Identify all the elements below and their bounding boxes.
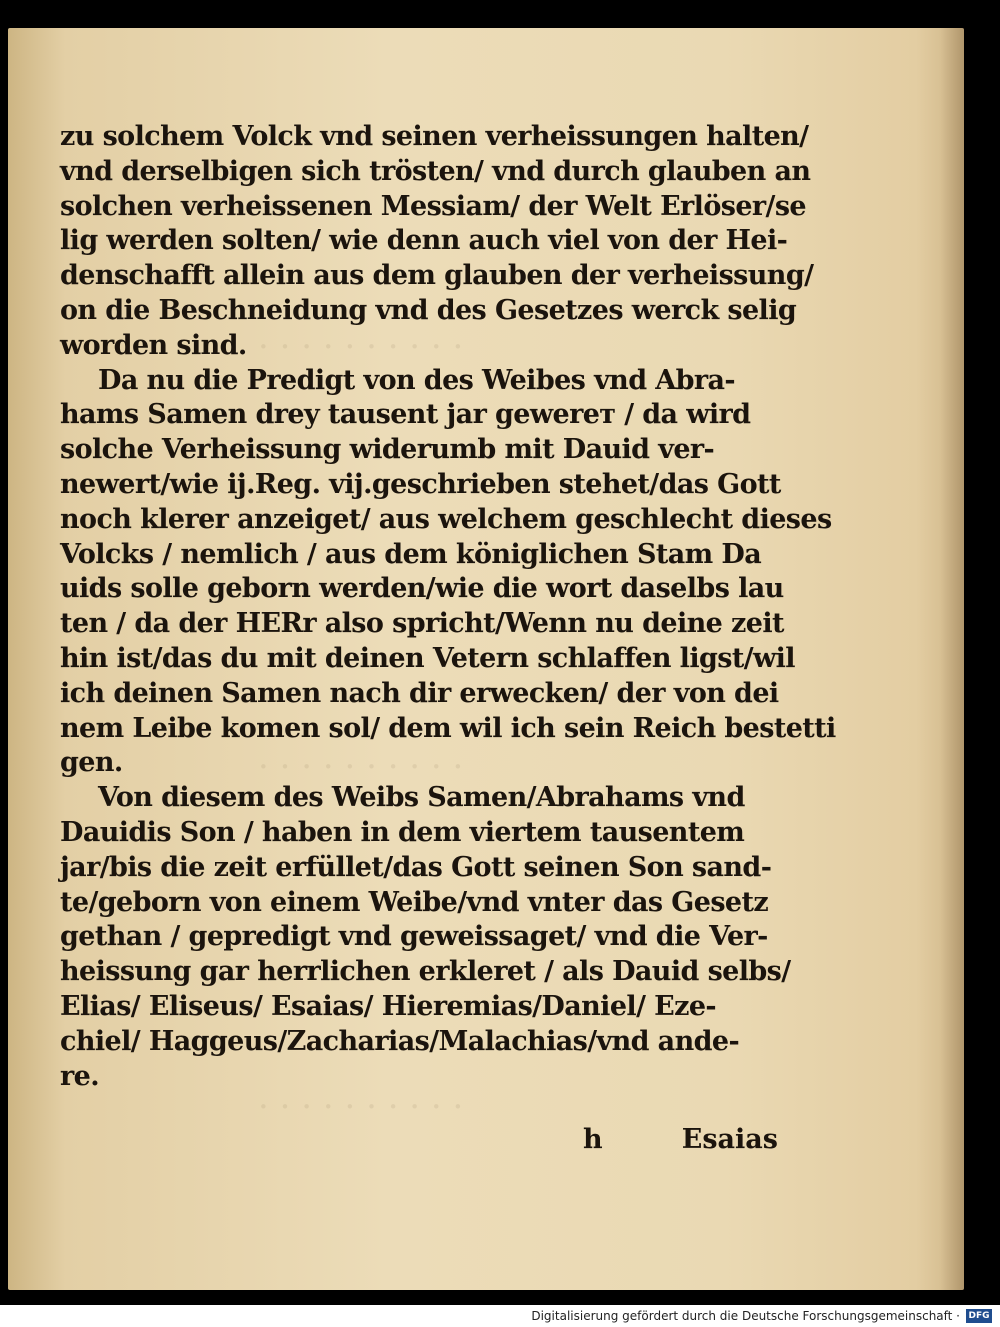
text-line: uids solle geborn werden/wie die wort daselbs lau: [60, 573, 784, 605]
text-line: Dauidis Son / haben in dem viertem tausentem: [60, 816, 745, 848]
text-line: nem Leibe komen sol/ dem wil ich sein Reich bestetti: [60, 712, 836, 744]
text-line: noch klerer anzeiget/ aus welchem geschlecht dieses: [60, 503, 832, 535]
text-line: Elias/ Eliseus/ Esaias/ Hieremias/Daniel/ Eze-: [60, 990, 717, 1022]
text-line: heissung gar herrlichen erkleret / als Dauid selbs/: [60, 956, 791, 988]
text-line: chiel/ Haggeus/Zacharias/Malachias/vnd ande-: [60, 1025, 740, 1057]
text-line: re.: [60, 1060, 100, 1092]
text-line: lig werden solten/ wie denn auch viel von der Hei-: [60, 225, 788, 257]
text-line: gen.: [60, 747, 123, 779]
page-footer: [583, 1124, 778, 1155]
body-text: [60, 120, 836, 1094]
text-line: zu solchem Volck vnd seinen verheissungen halten/: [60, 121, 809, 152]
book-page: [8, 28, 964, 1290]
text-line: hams Samen drey tausent jar gewerет / da wird: [60, 399, 751, 431]
show-through-text: · · · · · · · · · ·: [258, 1087, 464, 1127]
text-line: worden sind.: [60, 329, 247, 361]
text-line: ten / da der HERr also spricht/Wenn nu deine zeit: [60, 608, 784, 640]
show-through-text: · · · · · · · · · ·: [258, 327, 464, 367]
credit-bar: [0, 1305, 1000, 1327]
page-edge-shadow: [940, 28, 964, 1290]
text-line: ich deinen Samen nach dir erwecken/ der von dei: [60, 677, 779, 709]
text-line: Volcks / nemlich / aus dem königlichen Stam Da: [60, 538, 762, 570]
paragraph-start-line: Von diesem des Weibs Samen/Abrahams vnd: [98, 782, 745, 814]
signature-mark: h: [583, 1124, 603, 1155]
text-line: jar/bis die zeit erfüllet/das Gott seinen Son sand-: [60, 851, 772, 883]
funding-credit: Digitalisierung gefördert durch die Deutsche Forschungsgemeinschaft ·: [531, 1309, 960, 1323]
text-line: vnd derselbigen sich trösten/ vnd durch glauben an: [60, 155, 811, 187]
text-line: te/geborn von einem Weibe/vnd vnter das Gesetz: [60, 886, 769, 918]
text-line: solche Verheissung widerumb mit Dauid ver-: [60, 434, 715, 466]
dfg-logo: DFG: [966, 1309, 992, 1323]
text-line: gethan / gepredigt vnd geweissaget/ vnd die Ver-: [60, 921, 768, 953]
text-line: on die Beschneidung vnd des Gesetzes werck selig: [60, 294, 797, 326]
text-line: denschafft allein aus dem glauben der verheissung/: [60, 260, 814, 292]
text-line: newert/wie ij.Reg. vij.geschrieben stehet/das Gott: [60, 468, 781, 500]
paragraph-start-line: Da nu die Predigt von des Weibes vnd Abra-: [98, 364, 736, 396]
catchword: Esaias: [681, 1124, 778, 1155]
text-line: solchen verheissenen Messiam/ der Welt Erlöser/se: [60, 190, 806, 222]
text-line: hin ist/das du mit deinen Vetern schlaffen ligst/wil: [60, 642, 795, 674]
show-through-text: · · · · · · · · · ·: [258, 747, 464, 787]
